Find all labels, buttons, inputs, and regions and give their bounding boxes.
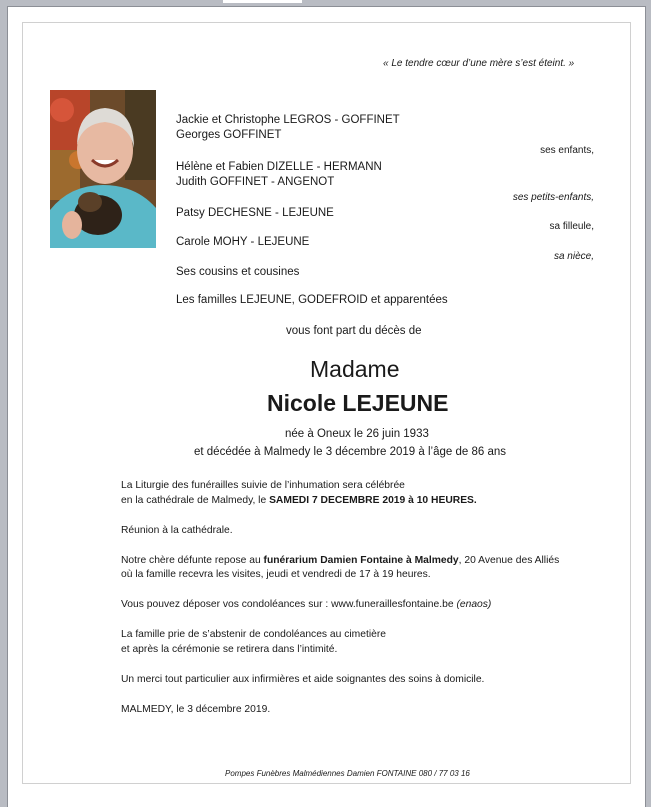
liturgy-line xyxy=(121,494,477,508)
rest-text: Notre chère défunte repose au xyxy=(121,555,264,566)
mourner-line: Hélène et Fabien DIZELLE - HERMANN xyxy=(176,161,382,173)
death-line: et décédée à Malmedy le 3 décembre 2019 à l’âge de 86 ans xyxy=(194,446,506,458)
condolences-text: Vous pouvez déposer vos condoléances sur : www.funeraillesfontaine.be xyxy=(121,599,457,610)
thanks-line: Un merci tout particulier aux infirmières et aide soignantes des soins à domicile. xyxy=(121,674,485,685)
mourner-line: Patsy DECHESNE - LEJEUNE xyxy=(176,207,334,219)
meeting-line: Réunion à la cathédrale. xyxy=(121,525,233,536)
mourner-line: Carole MOHY - LEJEUNE xyxy=(176,236,310,248)
condolences-note: (enaos) xyxy=(456,599,492,610)
relation-label: ses enfants, xyxy=(540,145,594,156)
liturgy-line: La Liturgie des funérailles suivie de l’inhumation sera célébrée xyxy=(121,480,405,491)
funerarium-address: , 20 Avenue des Alliés xyxy=(458,555,560,566)
mourner-line: Georges GOFFINET xyxy=(176,129,282,141)
footer-funeral-home: Pompes Funèbres Malmédiennes Damien FONTAINE 080 / 77 03 16 xyxy=(225,769,470,778)
mourner-line: Judith GOFFINET - ANGENOT xyxy=(176,176,335,188)
epigraph-quote: « Le tendre cœur d’une mère s’est éteint. » xyxy=(383,58,575,69)
ceremony-datetime: SAMEDI 7 DECEMBRE 2019 à 10 HEURES. xyxy=(269,495,477,506)
funerarium-name: funérarium Damien Fontaine à Malmedy xyxy=(263,555,459,566)
abstain-line: La famille prie de s’abstenir de condoléances au cimetière xyxy=(121,629,387,640)
relation-label: sa nièce, xyxy=(553,251,594,262)
relation-label: ses petits-enfants, xyxy=(512,192,594,203)
mourner-line: Ses cousins et cousines xyxy=(176,266,300,278)
deceased-title: Madame xyxy=(310,356,400,382)
liturgy-text: en la cathédrale de Malmedy, le xyxy=(121,495,270,506)
mourner-line: Les familles LEJEUNE, GODEFROID et apparentées xyxy=(176,294,448,306)
place-date: MALMEDY, le 3 décembre 2019. xyxy=(121,704,271,715)
condolences-line xyxy=(121,598,491,612)
window-tab[interactable] xyxy=(223,0,302,3)
abstain-line: et après la cérémonie se retirera dans l’intimité. xyxy=(121,644,338,655)
mourner-line: Jackie et Christophe LEGROS - GOFFINET xyxy=(176,114,400,126)
relation-label: sa filleule, xyxy=(549,221,594,232)
visits-line: où la famille recevra les visites, jeudi et vendredi de 17 à 19 heures. xyxy=(121,569,431,580)
birth-line: née à Oneux le 26 juin 1933 xyxy=(285,428,429,440)
rest-line xyxy=(121,554,559,568)
announcement-text: vous font part du décès de xyxy=(286,325,422,337)
portrait-photo xyxy=(50,90,156,248)
deceased-name: Nicole LEJEUNE xyxy=(267,390,449,416)
